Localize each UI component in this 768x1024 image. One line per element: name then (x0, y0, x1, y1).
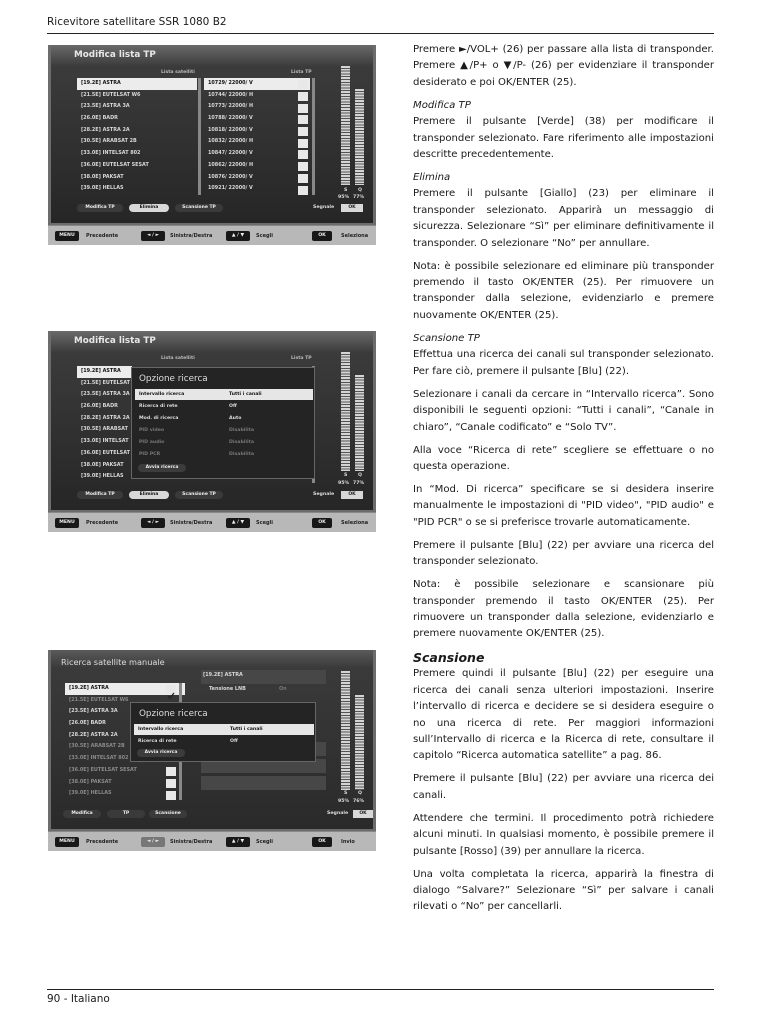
list-item[interactable]: 10921/ 22000/ V (208, 185, 253, 192)
list-item[interactable]: [26.0E] BADR (81, 403, 118, 410)
s-label: S (344, 188, 348, 193)
sat-list-label: Lista satelliti (161, 356, 195, 361)
start-search-button[interactable]: Avvia ricerca (138, 464, 186, 472)
s-label: S (344, 791, 348, 796)
list-item[interactable]: [36.0E] EUTELSAT SESAT (69, 766, 137, 773)
q-value: 76% (353, 799, 365, 804)
option-value: Disabilita (229, 428, 255, 433)
ok-button[interactable]: OK (341, 204, 363, 212)
left-right-label: Sinistra/Destra (170, 520, 213, 526)
option-label: Ricerca di rete (138, 739, 177, 744)
checkbox[interactable] (298, 186, 308, 195)
list-item[interactable]: [38.0E] PAKSAT (69, 778, 112, 785)
list-item[interactable]: [21.5E] EUTELSAT (81, 379, 130, 386)
paragraph: Effettua una ricerca dei canali sul transponder selezionato. Per fare ciò, premere il pulsante [Blu] (22). (413, 349, 714, 377)
list-item[interactable]: [39.0E] HELLAS (81, 185, 124, 192)
back-label: Precedente (86, 233, 119, 239)
scan-button[interactable]: Scansione (149, 810, 187, 818)
option-row[interactable] (134, 736, 314, 747)
delete-button[interactable]: Elimina (129, 204, 169, 212)
edit-tp-button[interactable]: Modifica TP (77, 491, 123, 499)
search-options-dialog (131, 367, 315, 479)
option-value: Tutti i canali (230, 727, 263, 732)
ok-button[interactable]: OK (353, 810, 373, 818)
screenshot-edit-tp-list (48, 45, 376, 245)
s-value: 95% (338, 195, 350, 200)
signal-label: Segnale (313, 205, 335, 210)
list-item[interactable]: [30.5E] ARABSAT 2B (69, 743, 125, 750)
s-label: S (344, 473, 348, 478)
paragraph: Premere il pulsante [Giallo] (23) per eliminare il transponder selezionato. Apparirà un messaggio di sicurezza. Selezionare “Sì” per eliminare definitivamente il transponder. O selezionare “No” per annullare. (413, 188, 714, 249)
option-label: PID PCR (139, 452, 161, 457)
transponder-list (204, 78, 310, 195)
list-item[interactable]: [33.0E] INTELSAT 802 (69, 755, 129, 762)
option-label: Intervallo ricerca (139, 392, 185, 397)
list-item[interactable]: [19.2E] ASTRA (65, 683, 185, 695)
list-item[interactable]: [19.2E] ASTRA (77, 78, 197, 90)
check-icon (166, 691, 176, 700)
tp-list-label: Lista TP (291, 70, 312, 75)
select-label: Seleziona (341, 233, 369, 239)
sat-list-label: Lista satelliti (161, 70, 195, 75)
paragraph: Alla voce “Ricerca di rete” scegliere se effettuare o no questa operazione. (413, 444, 714, 472)
list-item[interactable]: [33.0E] INTELSAT (81, 438, 129, 445)
ok-key: OK (312, 518, 332, 528)
remote-legend (48, 225, 376, 245)
section-heading: Scansione (413, 650, 485, 666)
option-row[interactable] (135, 449, 313, 460)
up-down-key: ▲ / ▼ (226, 518, 250, 528)
list-item[interactable]: [39.0E] HELLAS (69, 790, 112, 797)
screenshot-manual-satellite-search (48, 650, 376, 851)
list-item[interactable]: [36.0E] EUTELSAT (81, 449, 130, 456)
list-item[interactable]: 10862/ 22000/ H (208, 161, 254, 168)
screen-title: Modifica lista TP (74, 336, 156, 346)
list-item[interactable]: [26.0E] BADR (69, 720, 106, 727)
back-label: Precedente (86, 520, 119, 526)
signal-label: Segnale (327, 811, 349, 816)
info-box (201, 776, 326, 790)
list-item[interactable]: [26.0E] BADR (81, 115, 118, 122)
option-row[interactable] (135, 389, 313, 400)
page-footer: 90 - Italiano (47, 993, 110, 1005)
section-heading: Scansione TP (413, 332, 480, 344)
dialog-title: Opzione ricerca (139, 709, 208, 719)
option-label: Ricerca di rete (139, 404, 178, 409)
header-rule (47, 33, 714, 34)
list-item[interactable]: [39.0E] HELLAS (81, 473, 124, 480)
option-value: Tutti i canali (229, 392, 262, 397)
menu-key: MENU (55, 518, 79, 528)
paragraph: Una volta completata la ricerca, apparirà la finestra di dialogo “Salvare?” Selezionare “Sì” per salvare i canali rilevati o “No” per cancellarli. (413, 868, 714, 913)
checkbox-checked[interactable] (166, 685, 176, 694)
checkbox[interactable] (166, 779, 176, 788)
paragraph: Premere il pulsante [Verde] (38) per modificare il transponder selezionato. Fare riferimento alle impostazioni descritte precedentemente. (413, 116, 714, 161)
signal-quality-bar (355, 695, 364, 790)
paragraph: In “Mod. Di ricerca” specificare se si desidera inserire manualmente le impostazioni di "PID video", "PID audio" e "PID PCR" o se si preferisce trovarle automaticamente. (413, 483, 714, 528)
satellite-list (77, 366, 132, 483)
list-item[interactable]: 10832/ 22000/ H (208, 138, 254, 145)
option-label: PID video (139, 428, 165, 433)
menu-key: MENU (55, 231, 79, 241)
paragraph: Selezionare i canali da cercare in “Intervallo ricerca”. Sono disponibili le seguenti opzioni: “Tutti i canali”, “Canale in chiaro”, “Canale codificato” e “Solo TV”. (413, 388, 714, 433)
scrollbar[interactable] (312, 78, 315, 195)
checkbox[interactable] (298, 92, 308, 101)
list-item[interactable]: 10729/ 22000/ V (204, 78, 310, 90)
scan-tp-button[interactable]: Scansione TP (175, 204, 223, 212)
left-right-label: Sinistra/Destra (170, 233, 213, 239)
list-item[interactable]: [28.2E] ASTRA 2A (81, 126, 130, 133)
signal-quality-bar (355, 375, 364, 471)
option-value: Off (230, 739, 238, 744)
choose-label: Scegli (256, 233, 273, 239)
paragraph: Premere il pulsante [Blu] (22) per avviare una ricerca dei canali. (413, 773, 714, 801)
paragraph: Premere ►/VOL+ (26) per passare alla lista di transponder. Premere ▲/P+ o ▼/P- (26) per evidenziare il transponder desiderato e poi OK/ENTER (25). (413, 44, 714, 88)
back-label: Precedente (86, 839, 119, 845)
option-label: PID audio (139, 440, 165, 445)
checkbox[interactable] (298, 139, 308, 148)
checkbox[interactable] (298, 115, 308, 124)
tp-button[interactable]: TP (107, 810, 145, 818)
list-item[interactable]: 10847/ 22000/ V (208, 150, 253, 157)
remote-legend (48, 512, 376, 532)
q-value: 77% (353, 195, 365, 200)
signal-strength-bar (341, 352, 350, 471)
selected-satellite-title: [19.2E] ASTRA (203, 672, 243, 678)
list-item[interactable]: [23.5E] ASTRA 3A (69, 708, 118, 715)
signal-quality-bar (355, 89, 364, 185)
delete-button[interactable]: Elimina (129, 491, 169, 499)
menu-key: MENU (55, 837, 79, 847)
screenshot-search-options (48, 331, 376, 532)
list-item[interactable]: [30.5E] ARABSAT (81, 426, 128, 433)
section-heading: Modifica TP (413, 99, 471, 111)
left-right-label: Sinistra/Destra (170, 839, 213, 845)
paragraph: Premere quindi il pulsante [Blu] (22) per eseguire una ricerca dei canali senza ulteriori impostazioni. Inserire l’intervallo di ricerca e decidere se si desidera eseguire o no una ricerca di rete. Per maggiori informazioni sull’Intervallo di ricerca e la Ricerca di rete, consultare il capitolo “Ricerca automatica satellite” a pag. 86. (413, 668, 714, 762)
left-right-key: ◄ / ► (141, 518, 165, 528)
list-item[interactable]: [19.2E] ASTRA (77, 366, 132, 378)
signal-strength-bar (341, 671, 350, 790)
list-item[interactable]: 10773/ 22000/ H (208, 103, 254, 110)
list-item[interactable]: 10876/ 22000/ V (208, 173, 253, 180)
section-heading: Elimina (413, 172, 451, 184)
ok-key: OK (312, 837, 332, 847)
tp-list-label: Lista TP (291, 356, 312, 361)
left-right-key: ◄ / ► (141, 837, 165, 847)
option-row[interactable] (134, 724, 314, 735)
checkbox[interactable] (166, 791, 176, 800)
option-value: Disabilita (229, 452, 255, 457)
search-options-dialog (130, 702, 316, 762)
option-label: Intervallo ricerca (138, 727, 184, 732)
option-row[interactable] (135, 413, 313, 424)
up-down-key: ▲ / ▼ (226, 231, 250, 241)
list-item[interactable]: [28.2E] ASTRA 2A (81, 414, 130, 421)
s-value: 95% (338, 481, 350, 486)
lnb-voltage-value: On (279, 686, 287, 692)
option-value: Off (229, 404, 237, 409)
paragraph: Premere il pulsante [Blu] (22) per avviare una ricerca del transponder selezionato. (413, 539, 714, 568)
list-item[interactable]: 10818/ 22000/ V (208, 126, 253, 133)
paragraph: Nota: è possibile selezionare e scansionare più transponder premendo il tasto OK/ENTER (25). Per rimuovere un transponder dalla selezione, evidenziarlo e premere nuovamente OK/ENTER (25). (413, 579, 714, 640)
choose-label: Scegli (256, 839, 273, 845)
dialog-title: Opzione ricerca (139, 374, 208, 384)
list-item[interactable]: [30.5E] ARABSAT 2B (81, 138, 137, 145)
signal-strength-bar (341, 66, 350, 185)
option-row[interactable] (135, 437, 313, 448)
choose-label: Scegli (256, 520, 273, 526)
q-label: Q (358, 791, 362, 796)
q-value: 77% (353, 481, 365, 486)
checkbox[interactable] (298, 127, 308, 136)
lnb-voltage-label: Tensione LNB (209, 686, 246, 692)
list-item[interactable]: [23.5E] ASTRA 3A (81, 103, 130, 110)
option-row[interactable] (135, 425, 313, 436)
list-item[interactable]: [38.0E] PAKSAT (81, 173, 124, 180)
list-item[interactable]: [33.0E] INTELSAT 802 (81, 150, 141, 157)
checkbox[interactable] (298, 104, 308, 113)
list-item[interactable]: 10788/ 22000/ V (208, 115, 253, 122)
checkbox[interactable] (166, 767, 176, 776)
list-item[interactable]: [28.2E] ASTRA 2A (69, 731, 118, 738)
list-item[interactable]: [23.5E] ASTRA 3A (81, 391, 130, 398)
remote-legend (48, 831, 376, 851)
checkbox[interactable] (298, 174, 308, 183)
list-item[interactable]: [38.0E] PAKSAT (81, 461, 124, 468)
paragraph: Nota: è possibile selezionare ed eliminare più transponder premendo il tasto OK/ENTER (25). Per rimuovere un transponder dalla selezione, evidenziarlo e premere nuovamente OK/ENTER (25). (413, 260, 714, 321)
option-value: Auto (229, 416, 242, 421)
list-item[interactable]: [36.0E] EUTELSAT SESAT (81, 161, 149, 168)
start-search-button[interactable]: Avvia ricerca (137, 749, 185, 757)
ok-key: OK (312, 231, 332, 241)
q-label: Q (358, 473, 362, 478)
select-label: Seleziona (341, 520, 369, 526)
q-label: Q (358, 188, 362, 193)
s-value: 95% (338, 799, 350, 804)
list-item[interactable]: [21.5E] EUTELSAT W6 (81, 91, 141, 98)
option-value: Disabilita (229, 440, 255, 445)
option-row[interactable] (135, 401, 313, 412)
left-right-key: ◄ / ► (141, 231, 165, 241)
screen-title: Modifica lista TP (74, 50, 156, 60)
text-column (413, 42, 714, 922)
footer-rule (47, 989, 714, 990)
checkbox[interactable] (298, 162, 308, 171)
scrollbar[interactable] (198, 78, 201, 195)
paragraph: Attendere che termini. Il procedimento potrà richiedere alcuni minuti. In qualsiasi momento, è possibile premere il pulsante [Rosso] (39) per annullare la ricerca. (413, 812, 714, 857)
up-down-key: ▲ / ▼ (226, 837, 250, 847)
list-item[interactable]: 10744/ 22000/ H (208, 91, 254, 98)
enter-label: Invio (341, 839, 355, 845)
ok-button[interactable]: OK (341, 491, 363, 499)
list-item[interactable]: [21.5E] EUTELSAT W6 (69, 696, 129, 703)
signal-label: Segnale (313, 492, 335, 497)
checkbox[interactable] (298, 80, 308, 89)
edit-tp-button[interactable]: Modifica TP (77, 204, 123, 212)
checkbox[interactable] (298, 150, 308, 159)
page-header: Ricevitore satellitare SSR 1080 B2 (47, 16, 227, 28)
edit-button[interactable]: Modifica (63, 810, 101, 818)
scan-tp-button[interactable]: Scansione TP (175, 491, 223, 499)
satellite-list (77, 78, 197, 195)
option-label: Mod. di ricerca (139, 416, 179, 421)
screen-title: Ricerca satellite manuale (61, 657, 165, 667)
